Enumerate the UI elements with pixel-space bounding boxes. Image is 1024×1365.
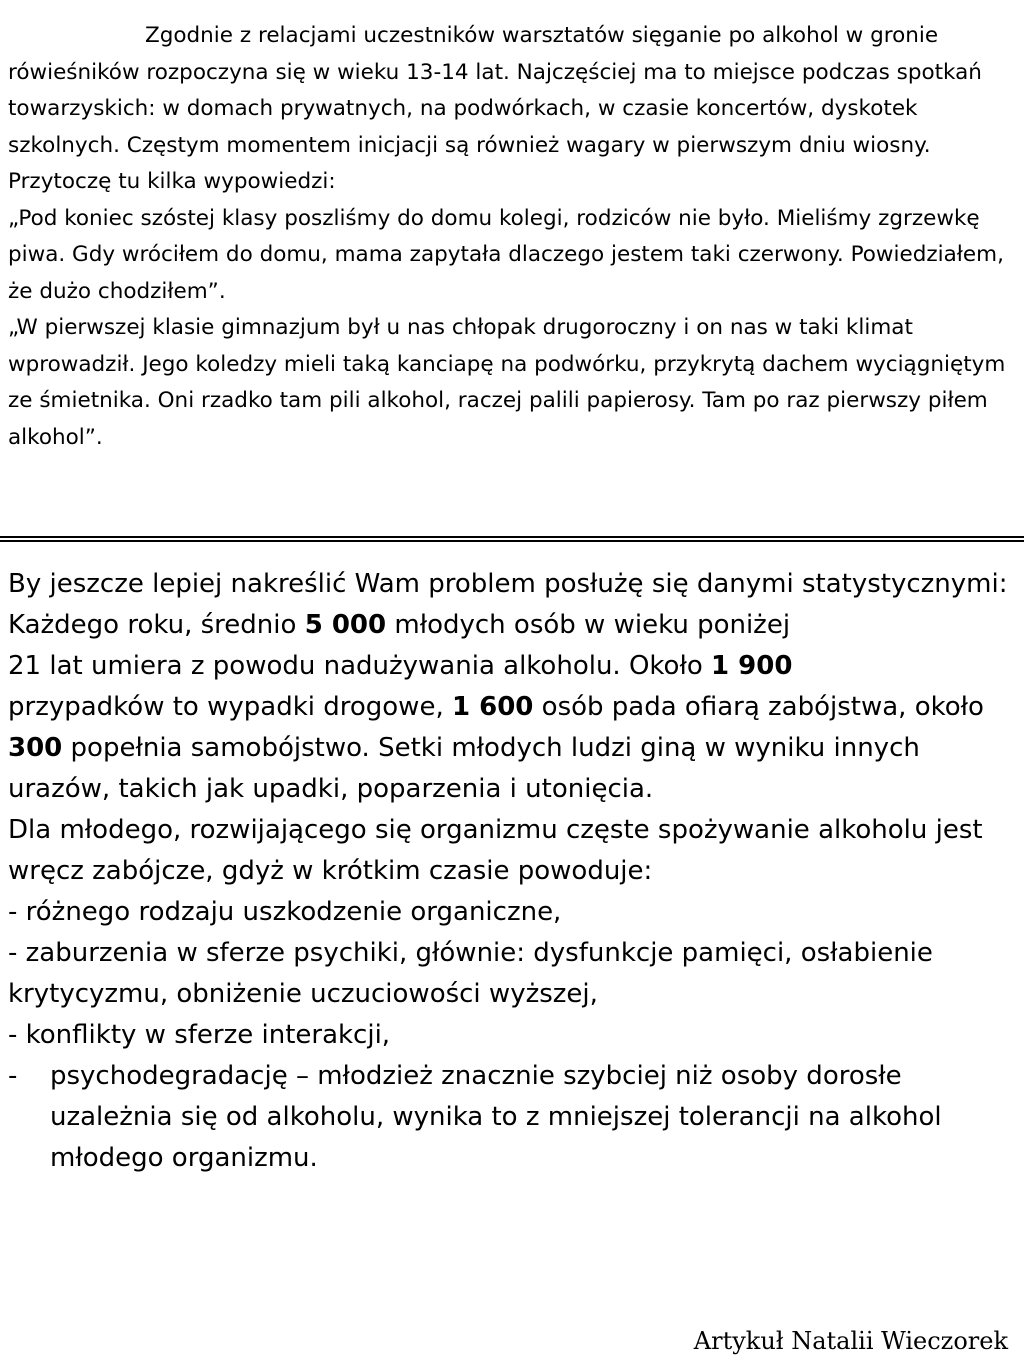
author-signature: Artykuł Natalii Wieczorek <box>693 1327 1008 1355</box>
stat-number-suicides: 300 <box>8 733 63 763</box>
list-item: - konflikty w sferze interakcji, <box>8 1020 391 1050</box>
double-divider <box>0 536 1024 542</box>
list-item: - zaburzenia w sferze psychiki, głównie: dysfunkcje pamięci, osłabienie krytycyzmu, obniżenie uczuciowości wyższej, <box>8 938 933 1009</box>
stat-text-5: osób pada ofiarą zabójstwa, około <box>533 692 984 722</box>
stat-number-homicides: 1 600 <box>451 692 534 722</box>
list-item: - różnego rodzaju uszkodzenie organiczne, <box>8 897 562 927</box>
list-dash: - <box>8 1061 18 1091</box>
list-item-text: psychodegradację – młodzież znacznie szybciej niż osoby dorosłe uzależnia się od alkoholu, wynika to z mniejszej tolerancji na alkohol młodego organizmu. <box>50 1061 942 1173</box>
stat-text-4: przypadków to wypadki drogowe, <box>8 692 452 722</box>
quote-paragraph-2: „W pierwszej klasie gimnazjum był u nas chłopak drugoroczny i on nas w taki klimat wprowadził. Jego koledzy mieli taką kanciapę na podwórku, przykrytą dachem wyciągniętym ze śmietnika. Oni rzadko tam pili alkohol, raczej palili papierosy. Tam po raz pierwszy piłem alkohol”. <box>8 315 1006 450</box>
intro-text: Zgodnie z relacjami uczestników warsztatów sięganie po alkohol w gronie rówieśników rozpoczyna się w wieku 13-14 lat. Najczęściej ma to miejsce podczas spotkań towarzyskich: w domach prywatnych, na podwórkach, w czasie koncertów, dyskotek szkolnych. Częstym momentem inicjacji są również wagary w pierwszym dniu wiosny. Przytoczę tu kilka wypowiedzi: <box>8 23 982 194</box>
statistics-section <box>8 564 1018 1179</box>
stat-text-1: Każdego roku, średnio <box>8 610 305 640</box>
stat-text-2: młodych osób w wieku poniżej <box>386 610 791 640</box>
stat-text-3: 21 lat umiera z powodu nadużywania alkoholu. Około <box>8 651 712 681</box>
quote-paragraph-1: „Pod koniec szóstej klasy poszliśmy do domu kolegi, rodziców nie było. Mieliśmy zgrzewkę piwa. Gdy wróciłem do domu, mama zapytała dlaczego jestem taki czerwony. Powiedziałem, że dużo chodziłem”. <box>8 205 1004 304</box>
intro-paragraph <box>8 18 1016 201</box>
testimonials-section <box>8 18 1016 456</box>
stat-number-deaths: 5 000 <box>304 610 387 640</box>
stat-text-6: popełnia samobójstwo. Setki młodych ludzi giną w wyniku innych urazów, takich jak upadki, poparzenia i utonięcia. <box>8 733 920 804</box>
list-item-hanging <box>8 1056 1018 1179</box>
stat-number-accidents: 1 900 <box>711 651 793 681</box>
effects-intro: Dla młodego, rozwijającego się organizmu częste spożywanie alkoholu jest wręcz zabójcze, gdyż w krótkim czasie powoduje: <box>8 815 983 886</box>
statistics-paragraph <box>8 605 1018 810</box>
statistics-intro: By jeszcze lepiej nakreślić Wam problem posłużę się danymi statystycznymi: <box>8 569 1008 599</box>
